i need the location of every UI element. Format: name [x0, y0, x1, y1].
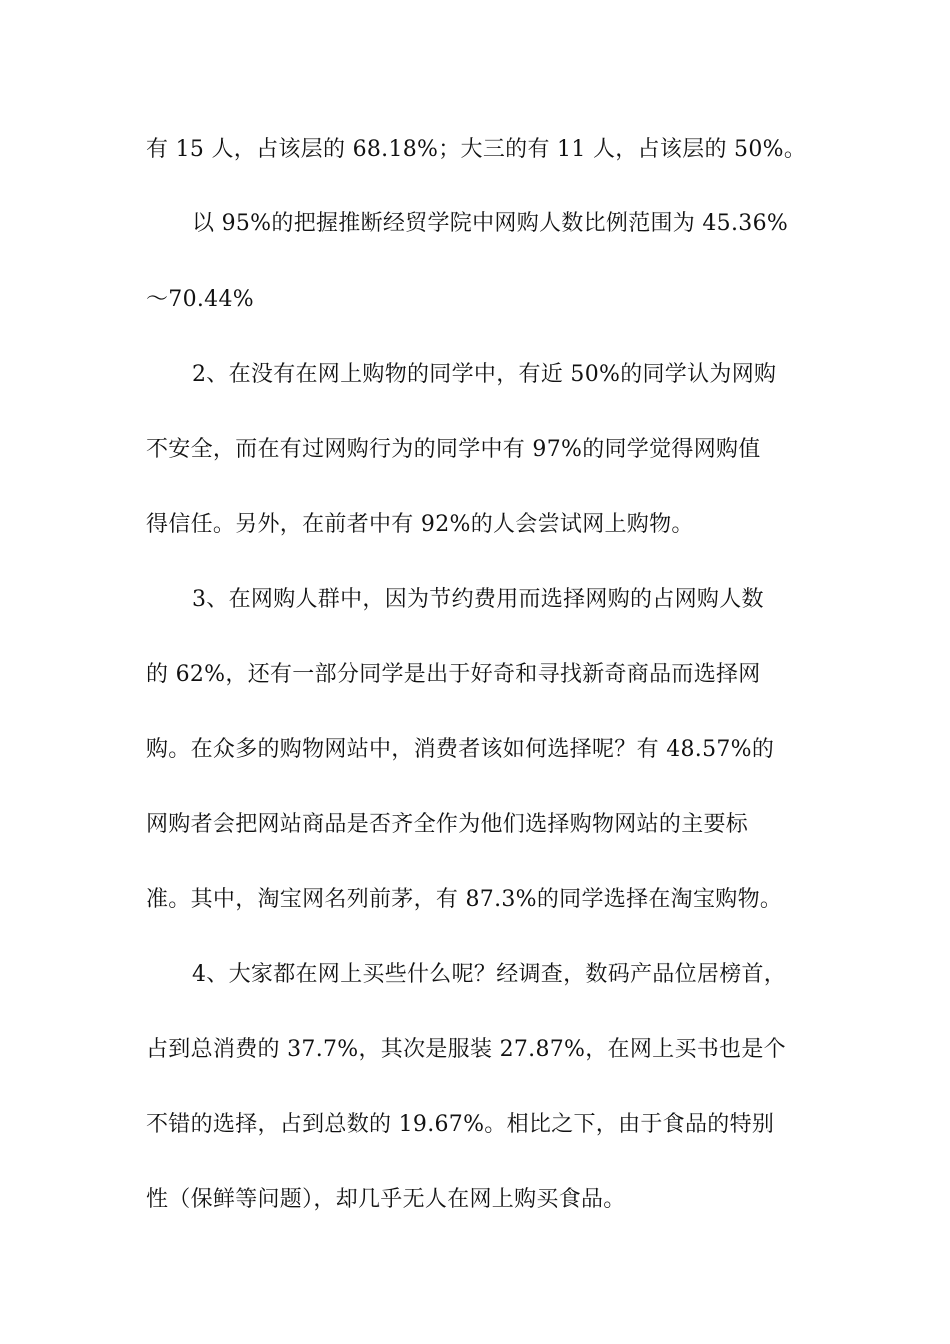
text-line: 2、在没有在网上购物的同学中，有近 50%的同学认为网购: [192, 362, 777, 387]
text-line: 4、大家都在网上买些什么呢？经调查，数码产品位居榜首，: [192, 962, 787, 987]
text-line: 3、在网购人群中，因为节约费用而选择网购的占网购人数: [192, 587, 764, 612]
text-line: 性（保鲜等问题），却几乎无人在网上购买食品。: [146, 1187, 626, 1212]
text-line: 不错的选择，占到总数的 19.67%。相比之下，由于食品的特别: [146, 1112, 775, 1137]
text-line: ～70.44%: [146, 287, 254, 312]
text-line: 得信任。另外，在前者中有 92%的人会尝试网上购物。: [146, 512, 694, 537]
text-line: 的 62%，还有一部分同学是出于好奇和寻找新奇商品而选择网: [146, 662, 761, 687]
text-line: 购。在众多的购物网站中，消费者该如何选择呢？有 48.57%的: [146, 737, 775, 762]
text-line: 准。其中，淘宝网名列前茅，有 87.3%的同学选择在淘宝购物。: [146, 887, 783, 912]
text-line: 不安全，而在有过网购行为的同学中有 97%的同学觉得网购值: [146, 437, 761, 462]
text-line: 占到总消费的 37.7%，其次是服装 27.87%，在网上买书也是个: [146, 1037, 786, 1062]
text-line: 网购者会把网站商品是否齐全作为他们选择购物网站的主要标: [146, 812, 749, 837]
text-line: 以 95%的把握推断经贸学院中网购人数比例范围为 45.36%: [192, 211, 789, 236]
text-line: 有 15 人，占该层的 68.18%；大三的有 11 人，占该层的 50%。: [146, 137, 807, 162]
